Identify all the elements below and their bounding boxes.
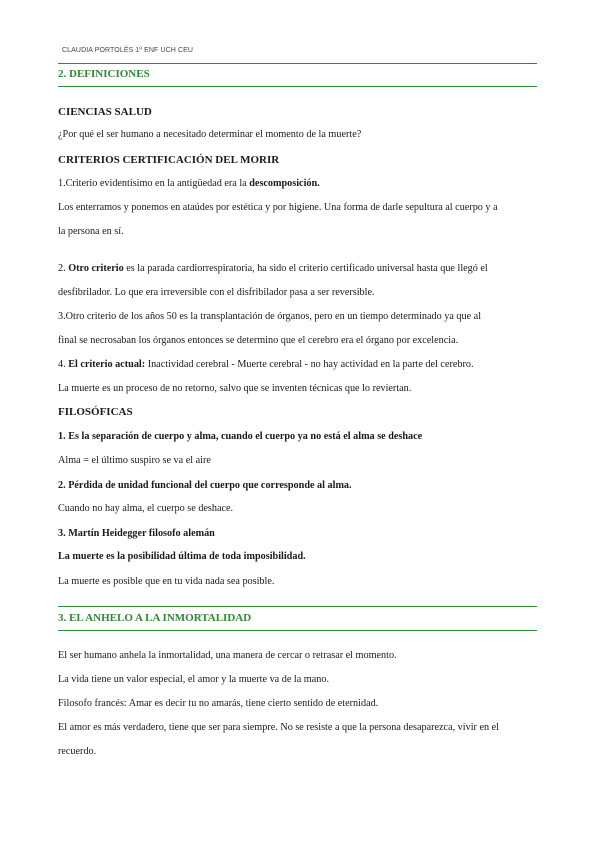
section-rule-bottom <box>58 630 537 631</box>
philosophical-1-note: Alma = el último suspiro se va el aire <box>58 455 211 466</box>
section-rule-top <box>58 606 537 607</box>
paragraph-3: Filosofo francés: Amar es decir tu no amarás, tiene cierto sentido de eternidad. <box>58 698 379 709</box>
paragraph-4-line1: El amor es más verdadero, tiene que ser para siempre. No se resiste a que la persona desaparezca, vivir en el <box>58 722 499 733</box>
criterion-4-line2: La muerte es un proceso de no retorno, salvo que se inventen técnicas que lo reviertan. <box>58 383 412 394</box>
header-author: CLAUDIA PORTOLÉS 1º ENF UCH CEU <box>62 47 194 54</box>
criterion-2-number: 2. <box>58 263 69 274</box>
criterion-1 <box>58 178 320 190</box>
subheading-filosoficas: FILOSÓFICAS <box>58 406 133 418</box>
paragraph-4-line2: recuerdo. <box>58 746 97 757</box>
criterion-2-line2: desfibrilador. Lo que era irreversible con el disfribilador pasa a ser reversible. <box>58 287 375 298</box>
philosophical-3-quote: La muerte es la posibilidad última de toda imposibilidad. <box>58 551 306 562</box>
philosophical-2-note: Cuando no hay alma, el cuerpo se deshace. <box>58 503 234 514</box>
subheading-criterios: CRITERIOS CERTIFICACIÓN DEL MORIR <box>58 154 280 166</box>
criterion-1-line2: Los enterramos y ponemos en ataúdes por estética y por higiene. Una forma de darle sepultura al cuerpo y a <box>58 202 498 213</box>
criterion-3-line1: 3.Otro criterio de los años 50 es la transplantación de órganos, pero en un tiempo determinado ya que al <box>58 311 482 322</box>
section-rule-bottom <box>58 86 537 87</box>
criterion-2-bold: Otro criterio <box>68 263 124 274</box>
criterion-4 <box>58 359 474 371</box>
criterion-1-bold: descomposición. <box>249 178 320 189</box>
section-rule-top <box>58 63 537 64</box>
criterion-1-line3: la persona en sí. <box>58 226 124 237</box>
philosophical-3: 3. Martín Heidegger filosofo alemán <box>58 528 215 539</box>
criterion-4-text: Inactividad cerebral - Muerte cerebral - no hay actividad en la parte del cerebro. <box>145 359 474 370</box>
question-text: ¿Por qué el ser humano a necesitado determinar el momento de la muerte? <box>58 129 362 140</box>
philosophical-2: 2. Pérdida de unidad funcional del cuerpo que corresponde al alma. <box>58 480 352 491</box>
criterion-4-number: 4. <box>58 359 69 370</box>
philosophical-1: 1. Es la separación de cuerpo y alma, cuando el cuerpo ya no está el alma se deshace <box>58 431 423 442</box>
philosophical-3-note: La muerte es posible que en tu vida nada sea posible. <box>58 576 275 587</box>
criterion-4-bold: El criterio actual: <box>68 359 146 370</box>
subheading-ciencias-salud: CIENCIAS SALUD <box>58 106 152 118</box>
paragraph-1: El ser humano anhela la inmortalidad, una manera de cercar o retrasar el momento. <box>58 650 397 661</box>
criterion-3-line2: final se necrosaban los órganos entonces se determino que el cerebro era el órgano por excelencia. <box>58 335 459 346</box>
section-title-definiciones: 2. DEFINICIONES <box>58 68 150 80</box>
section-title-inmortalidad: 3. EL ANHELO A LA INMORTALIDAD <box>58 612 252 624</box>
criterion-2 <box>58 263 488 275</box>
criterion-1-text: 1.Criterio evidentísimo en la antigüedad era la <box>58 178 250 189</box>
criterion-2-text: es la parada cardiorrespiratoria, ha sido el criterio certificado universal hasta que llegó el <box>123 263 488 274</box>
paragraph-2: La vida tiene un valor especial, el amor y la muerte va de la mano. <box>58 674 329 685</box>
